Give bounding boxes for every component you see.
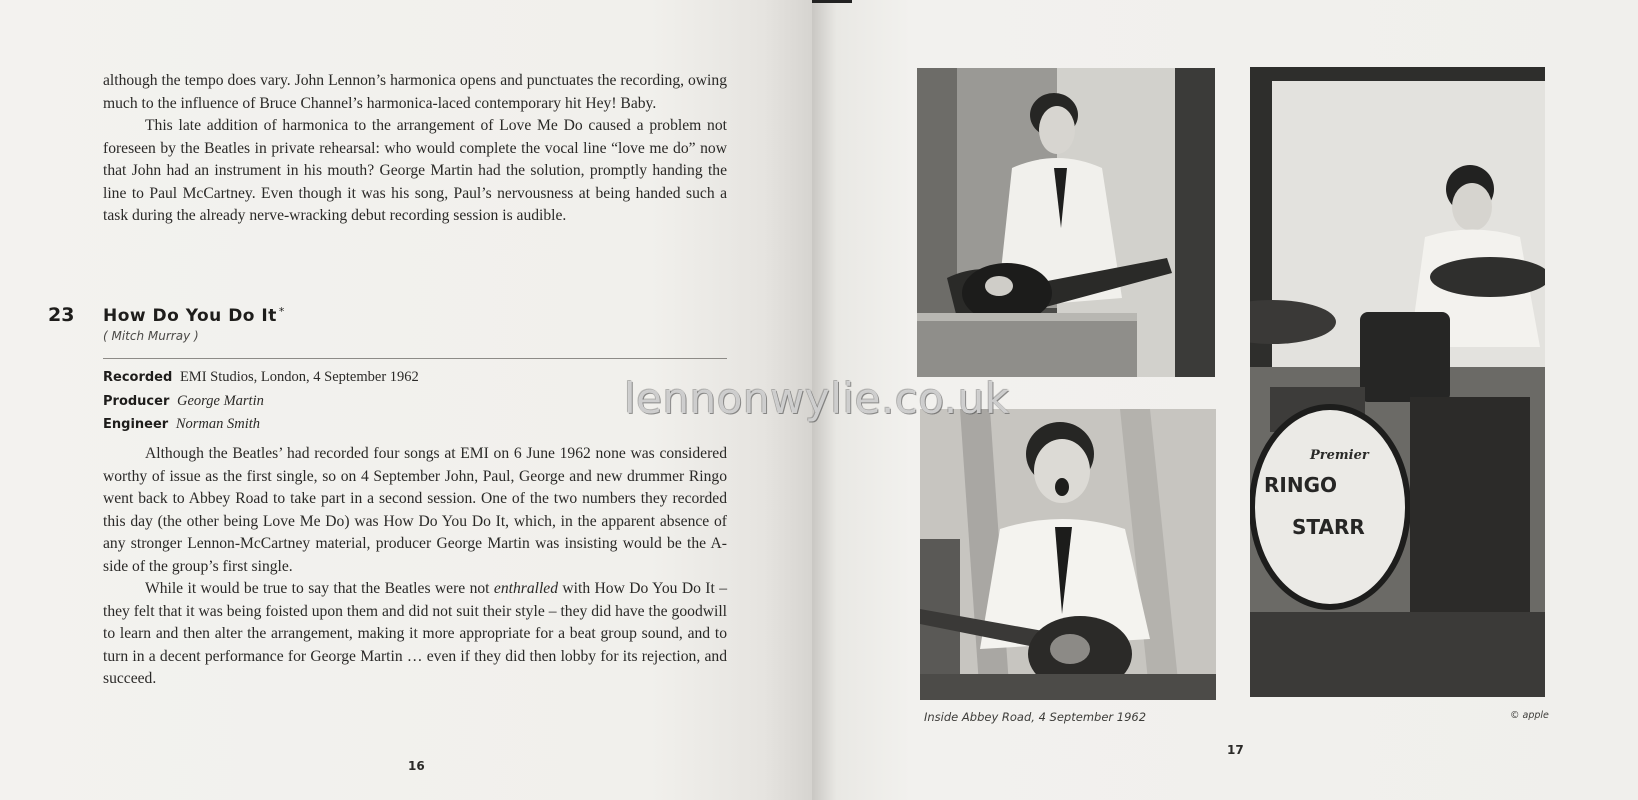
track-composer: ( Mitch Murray ) [103,329,199,343]
credit-value: EMI Studios, London, 4 September 1962 [179,369,419,385]
credits [103,366,419,437]
credit-label: Engineer [103,417,169,432]
track-title [103,305,285,326]
spine-edge [812,0,852,3]
photo-drummer-image [1250,67,1545,697]
paragraph-text: with How Do You Do It – they felt that it was being foisted upon them and did not suit their style – they did have the goodwill to learn and then alter the arrangement, making it more appropriate for a beat group sound, and to turn in a decent performance for George Martin … even if they did then lobby for its rejection, and succeed. [103,580,727,687]
intro-text [103,70,727,228]
photo-guitarist-image [917,68,1215,377]
credit-label: Recorded [103,370,173,385]
credit-label: Producer [103,393,170,409]
copyright-notice: © apple [1510,710,1549,721]
track-title-mark: * [278,305,285,318]
article-text [103,443,727,691]
divider [103,358,727,359]
photo-guitarist [917,68,1215,377]
drum-brand-text: Premier [1310,448,1369,463]
drum-name-text: STARR [1292,515,1365,539]
photo-caption: Inside Abbey Road, 4 September 1962 [924,710,1147,724]
drum-name-text: RINGO [1264,473,1337,497]
paragraph: Although the Beatles’ had recorded four songs at EMI on 6 June 1962 none was considered worthy of issue as the first single, so on 4 September John, Paul, George and new drummer Ringo went back to Abbey Road to take part in a second session. One of the two numbers they recorded this day (the other being Love Me Do) was How Do You Do It, which, in the apparent absence of any stronger Lennon-McCartney material, producer George Martin was insisting would be the A-side of the group’s first single. [103,445,727,575]
photo-drummer [1250,67,1545,697]
photo-bassist-image [920,409,1216,700]
credit-recorded [103,366,419,390]
credit-engineer [103,413,419,437]
credit-value: Norman Smith [175,416,261,432]
track-title-text: How Do You Do It [103,306,277,326]
photo-bassist [920,409,1216,700]
watermark: lennonwylie.co.uk [624,374,1010,423]
page-number-right: 17 [1227,743,1244,757]
emphasis: enthralled [493,580,559,597]
paragraph: This late addition of harmonica to the arrangement of Love Me Do caused a problem not foreseen by the Beatles in private rehearsal: who would complete the vocal line “love me do” now that John had an instrument in his mouth? George Martin had the solution, promptly handing the line to Paul McCartney. Even though it was his song, Paul’s nervousness at being handed such a task during the already nerve-wracking debut recording session is audible. [103,117,727,224]
paragraph-text: While it would be true to say that the Beatles were not [145,580,494,597]
credit-producer [103,390,419,414]
paragraph: although the tempo does vary. John Lennon’s harmonica opens and punctuates the recording, owing much to the influence of Bruce Channel’s harmonica-laced contemporary hit Hey! Baby. [103,72,727,112]
paragraph [103,578,727,691]
page-number-left: 16 [408,759,425,773]
track-number: 23 [48,304,75,326]
credit-value: George Martin [177,392,264,409]
